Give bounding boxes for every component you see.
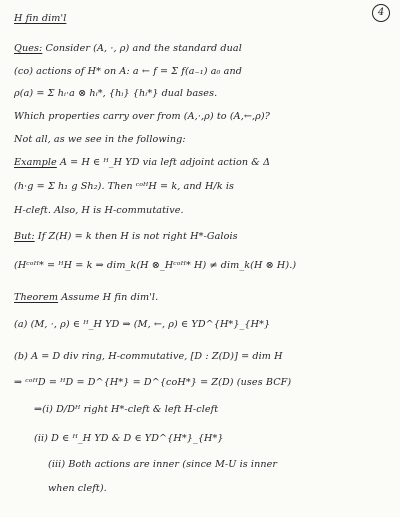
line-text: (a) (M, ·, ρ) ∈ ᴴ_H YD ⇒ (M, ←, ρ) ∈ YD^{H*}_{H*} bbox=[14, 319, 271, 330]
line-text: (ii) D ∈ ᴴ_H YD & D ∈ YD^{H*}_{H*} bbox=[34, 433, 224, 444]
note-line-12 bbox=[14, 320, 270, 330]
line-text: Which properties carry over from (A,·,ρ) to (A,←,ρ)? bbox=[14, 111, 270, 122]
note-line-9 bbox=[14, 232, 238, 242]
line-text: (co) actions of H* on A: a ← f = Σ f(a₋₁) a₀ and bbox=[14, 66, 242, 77]
note-line-14 bbox=[14, 378, 291, 388]
note-line-15 bbox=[34, 405, 218, 415]
note-line-2 bbox=[14, 67, 242, 77]
page-title: H fin dim'l bbox=[14, 13, 67, 24]
line-text: (iii) Both actions are inner (since M-U is inner bbox=[48, 459, 278, 470]
line-label: Example bbox=[14, 157, 57, 168]
note-line-4 bbox=[14, 112, 270, 122]
note-line-8 bbox=[14, 206, 184, 216]
page-number: 4 bbox=[372, 4, 390, 22]
line-label: Ques: bbox=[14, 43, 43, 54]
line-text: (Hᶜᵒᴴ* = ᴴH = k ⇒ dim_k(H ⊗_Hᶜᵒᴴ* H) ≠ dim_k(H ⊗ H).) bbox=[14, 260, 297, 271]
note-line-6 bbox=[14, 158, 270, 168]
line-text: ⇒ ᶜᵒᴴD = ᴴD = D^{H*} = D^{coH*} = Z(D) (uses BCF) bbox=[14, 377, 292, 388]
line-text: (b) A = D div ring, H-commutative, [D : Z(D)] = dim H bbox=[14, 351, 283, 362]
line-text: Consider (A, ·, ρ) and the standard dual bbox=[42, 43, 242, 54]
line-label: But: bbox=[14, 231, 35, 242]
line-text: If Z(H) = k then H is not right H*-Galois bbox=[34, 231, 238, 242]
line-text: A = H ∈ ᴴ_H YD via left adjoint action & Δ bbox=[56, 157, 271, 168]
line-text: H-cleft. Also, H is H-commutative. bbox=[14, 205, 184, 216]
line-text: when cleft). bbox=[48, 483, 107, 494]
note-line-10 bbox=[14, 261, 296, 271]
note-line-1 bbox=[14, 44, 242, 54]
note-line-13 bbox=[14, 352, 283, 362]
note-line-18 bbox=[48, 484, 107, 494]
note-line-3 bbox=[14, 89, 217, 99]
note-line-17 bbox=[48, 460, 277, 470]
line-text: Assume H fin dim'l. bbox=[58, 292, 159, 303]
note-line-5 bbox=[14, 135, 186, 145]
line-text: Not all, as we see in the following: bbox=[14, 134, 186, 145]
line-text: ρ(a) = Σ hᵢ·a ⊗ hᵢ*, {hᵢ} {hᵢ*} dual bases. bbox=[14, 88, 218, 99]
line-text: ⇒(i) D/Dᴴ right H*-cleft & left H-cleft bbox=[34, 404, 219, 415]
line-text: (h·g = Σ h₁ g Sh₂). Then ᶜᵒᴴH = k, and H/k is bbox=[14, 181, 235, 192]
note-line-16 bbox=[34, 434, 224, 444]
line-label: Theorem bbox=[14, 292, 59, 303]
note-line-7 bbox=[14, 182, 234, 192]
note-line-11 bbox=[14, 293, 158, 303]
